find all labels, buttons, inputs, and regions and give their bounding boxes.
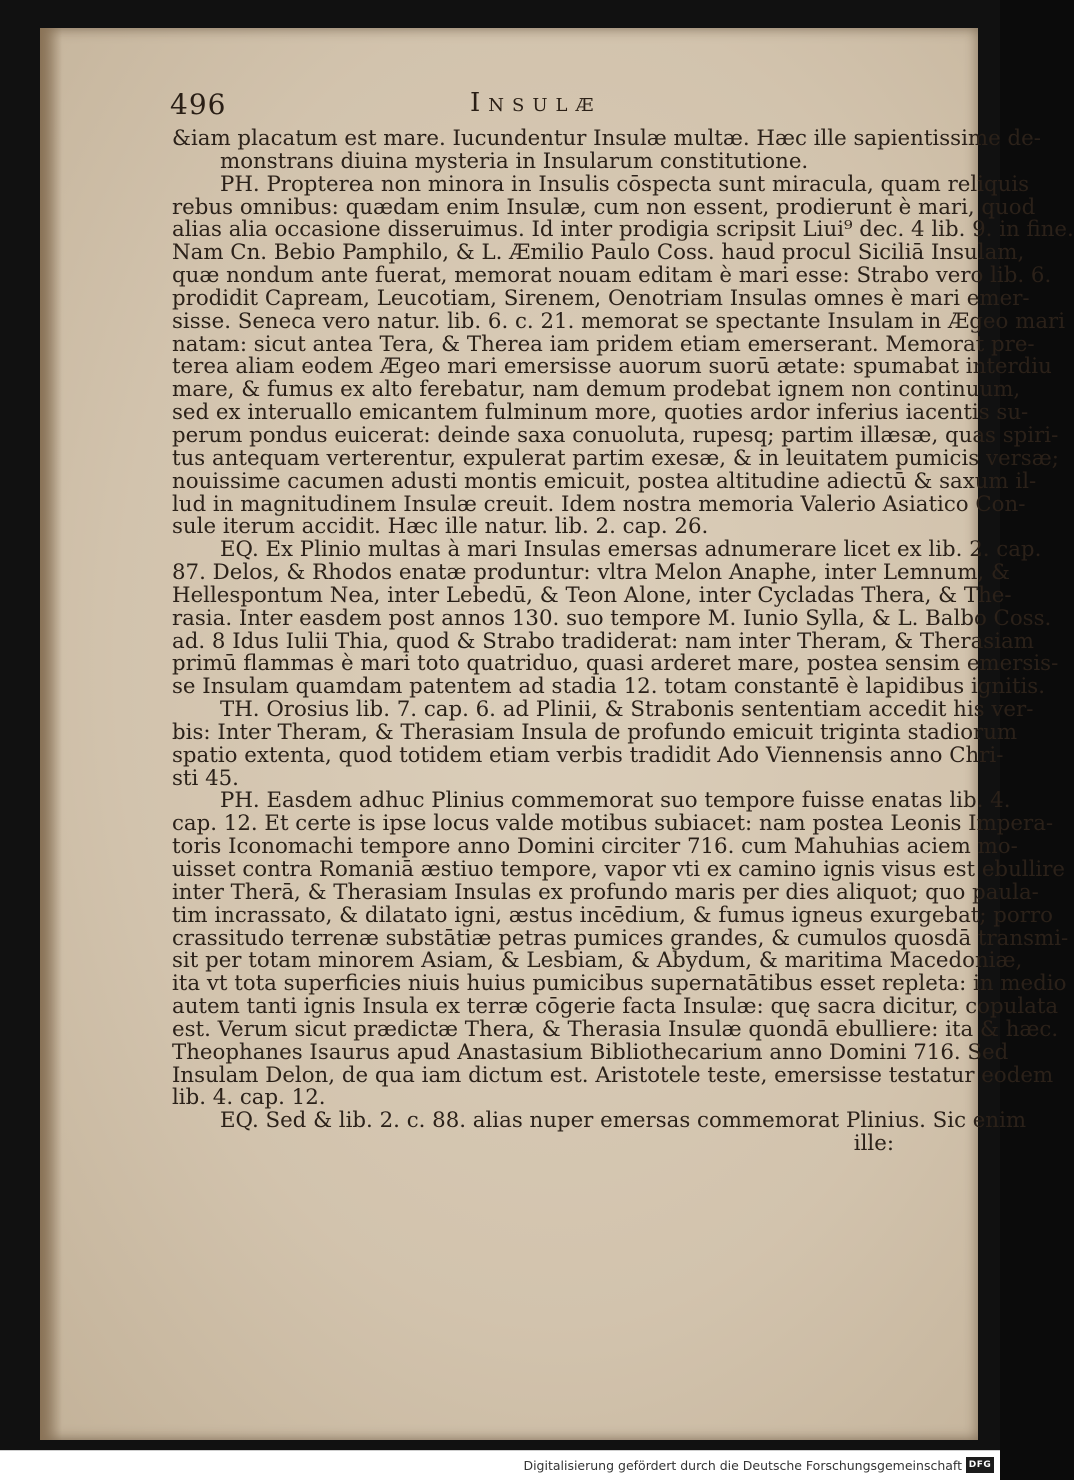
text-line: sed ex interuallo emicantem fulminum more, quoties ardor inferius iacentis su-: [172, 400, 1029, 426]
text-line: bis: Inter Theram, & Therasiam Insula de profundo emicuit triginta stadiorum: [172, 719, 1018, 745]
running-title: Insulæ: [470, 88, 602, 118]
text-line: &iam placatum est mare. Iucundentur Insulæ multæ. Hæc ille sapientissime de-: [172, 126, 1041, 151]
text-line: sit per totam minorem Asiam, & Lesbiam, & Abydum, & maritima Macedoniæ,: [172, 948, 1023, 974]
text-line: rebus omnibus: quædam enim Insulæ, cum non essent, prodierunt è mari, quod: [172, 194, 1036, 220]
text-line: toris Iconomachi tempore anno Domini circiter 716. cum Mahuhias aciem mo-: [172, 834, 1018, 860]
text-line: PH. Propterea non minora in Insulis cōspecta sunt miracula, quam reliquis: [220, 171, 1030, 197]
text-line: prodidit Capream, Leucotiam, Sirenem, Oenotriam Insulas omnes è mari emer-: [172, 285, 1030, 311]
footer-bar: [0, 1450, 1000, 1480]
text-line: monstrans diuina mysteria in Insularum constitutione.: [220, 148, 809, 174]
text-line: cap. 12. Et certe is ipse locus valde motibus subiacet: nam postea Leonis Impera-: [172, 811, 1054, 837]
text-line: autem tanti ignis Insula ex terræ cōgerie facta Insulæ: quę sacra dicitur, copulata: [172, 994, 1059, 1020]
text-line: 87. Delos, & Rhodos enatæ produntur: vltra Melon Anaphe, inter Lemnum, &: [172, 560, 1010, 586]
text-line: tim incrassato, & dilatato igni, æstus incēdium, & fumus igneus exurgebat; porro: [172, 902, 1053, 928]
text-line: lud in magnitudinem Insulæ creuit. Idem nostra memoria Valerio Asiatico Con-: [172, 491, 1026, 517]
text-line: spatio extenta, quod totidem etiam verbis tradidit Ado Viennensis anno Chri-: [172, 742, 1004, 768]
text-line: EQ. Sed & lib. 2. c. 88. alias nuper emersas commemorat Plinius. Sic enim: [220, 1108, 1027, 1134]
digitization-credit: Digitalisierung gefördert durch die Deutsche Forschungsgemeinschaft: [523, 1458, 962, 1473]
text-line: alias alia occasione disseruimus. Id inter prodigia scripsit Liui⁹ dec. 4 lib. 9. in fine.: [172, 217, 1074, 243]
body-text: [172, 126, 1074, 1157]
dfg-logo: DFG: [966, 1457, 994, 1473]
text-line: ita vt tota superficies niuis huius pumicibus supernatātibus esset repleta: in medio: [172, 971, 1067, 997]
text-line: nouissime cacumen adusti montis emicuit, postea altitudine adiectū & saxum il-: [172, 468, 1037, 494]
text-line: tus antequam verterentur, expulerat partim exesæ, & in leuitatem pumicis versæ;: [172, 445, 1059, 471]
text-line: Insulam Delon, de qua iam dictum est. Aristotele teste, emersisse testatur eodem: [172, 1062, 1054, 1088]
page-header: [170, 88, 940, 128]
text-line: uisset contra Romaniā æstiuo tempore, vapor vti ex camino ignis visus est ebullire: [172, 857, 1066, 882]
text-line: mare, & fumus ex alto ferebatur, nam demum prodebat ignem non continuum,: [172, 377, 1021, 403]
text-line: lib. 4. cap. 12.: [172, 1085, 326, 1111]
page-number: 496: [170, 88, 227, 121]
text-line: sti 45.: [172, 765, 239, 791]
text-line: PH. Easdem adhuc Plinius commemorat suo tempore fuisse enatas lib. 4.: [220, 788, 1011, 814]
text-line: inter Therā, & Therasiam Insulas ex profundo maris per dies aliquot; quo paula-: [172, 879, 1039, 905]
text-line: Nam Cn. Bebio Pamphilo, & L. Æmilio Paulo Coss. haud procul Siciliā Insulam,: [172, 240, 1025, 266]
text-line: quæ nondum ante fuerat, memorat nouam editam è mari esse: Strabo vero lib. 6.: [172, 263, 1052, 289]
text-line: ad. 8 Idus Iulii Thia, quod & Strabo tradiderat: nam inter Theram, & Therasiam: [172, 628, 1034, 654]
text-line: natam: sicut antea Tera, & Therea iam pridem etiam emerserant. Memorat pre-: [172, 331, 1035, 357]
text-line: perum pondus euicerat: deinde saxa conuoluta, rupesq; partim illæsæ, quas spiri-: [172, 422, 1059, 448]
text-line: TH. Orosius lib. 7. cap. 6. ad Plinii, & Strabonis sententiam accedit his ver-: [220, 697, 1034, 723]
text-line: est. Verum sicut prædictæ Thera, & Therasia Insulæ quondā ebulliere: ita & hæc.: [172, 1016, 1059, 1042]
catchword: ille:: [853, 1131, 894, 1157]
text-line: Theophanes Isaurus apud Anastasium Bibliothecarium anno Domini 716. Sed: [172, 1039, 1009, 1065]
text-line: Hellespontum Nea, inter Lebedū, & Teon Alone, inter Cycladas Thera, & The-: [172, 582, 1012, 608]
text-line: sule iterum accidit. Hæc ille natur. lib. 2. cap. 26.: [172, 514, 709, 540]
text-line: primū flammas è mari toto quatriduo, quasi arderet mare, postea sensim emersis-: [172, 651, 1059, 677]
text-line: EQ. Ex Plinio multas à mari Insulas emersas adnumerare licet ex lib. 2. cap.: [220, 537, 1042, 563]
text-line: terea aliam eodem Ægeo mari emersisse auorum suorū ætate: spumabat interdiu: [172, 354, 1052, 380]
text-line: sisse. Seneca vero natur. lib. 6. c. 21. memorat se spectante Insulam in Ægeo mari: [172, 308, 1066, 334]
text-line: se Insulam quamdam patentem ad stadia 12. totam constantē è lapidibus ignitis.: [172, 674, 1046, 700]
text-line: rasia. Inter easdem post annos 130. suo tempore M. Iunio Sylla, & L. Balbo Coss.: [172, 605, 1052, 631]
text-line: crassitudo terrenæ substātiæ petras pumices grandes, & cumulos quosdā transmi-: [172, 925, 1069, 951]
